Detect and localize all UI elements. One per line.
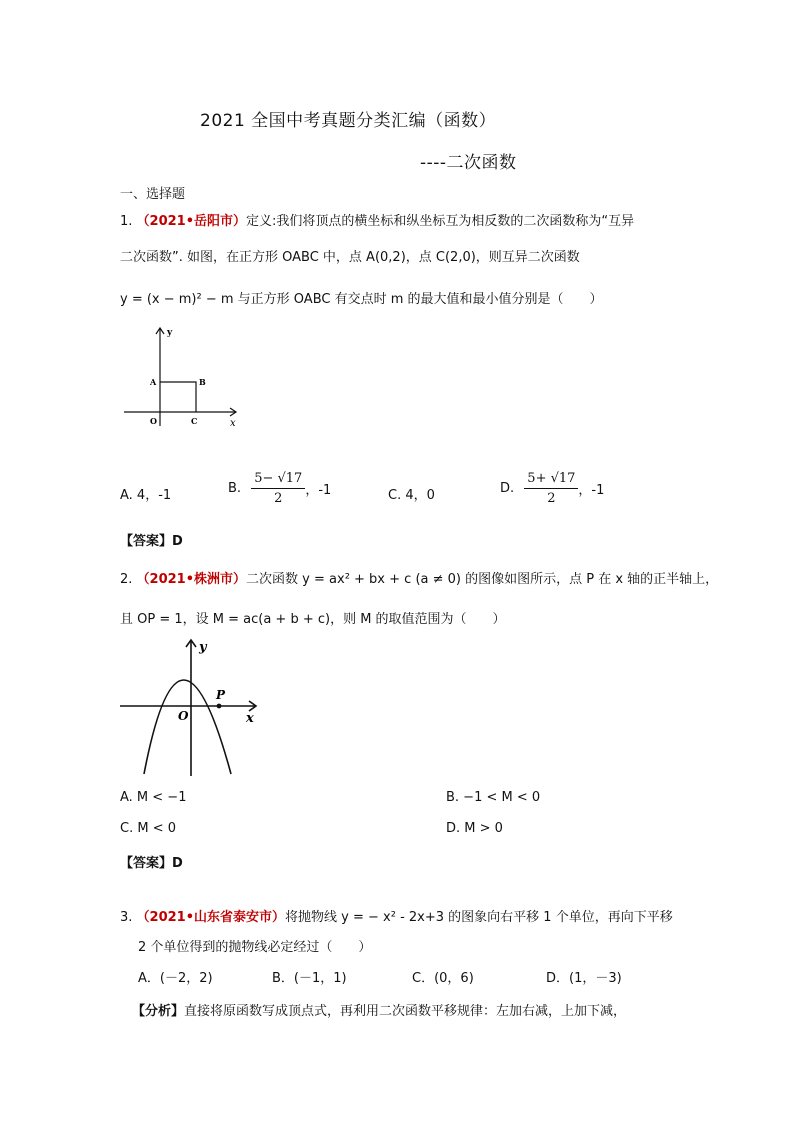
question-2-text-2: 且 OP = 1，设 M = ac(a + b + c)，则 M 的取值范围为（ ） xyxy=(120,612,506,627)
square-oabc xyxy=(160,382,196,412)
option-d-denominator: 2 xyxy=(547,491,556,506)
option-b-denominator: 2 xyxy=(274,491,283,506)
question-1-text-1: 定义:我们将顶点的横坐标和纵坐标互为相反数的二次函数称为“互异 xyxy=(246,214,635,229)
option-b-label: B. xyxy=(228,481,242,496)
y-axis-label: y xyxy=(167,328,173,338)
question-3-option-b: B．(－1，1) xyxy=(272,971,347,986)
x-axis-label: x xyxy=(230,418,236,429)
question-1-number: 1. xyxy=(120,214,133,229)
option-d-tail: ，-1 xyxy=(578,483,605,498)
option-b-tail: ，-1 xyxy=(305,483,332,498)
question-3-analysis xyxy=(132,1000,626,1019)
question-3-text-2: 2 个单位得到的抛物线必定经过（ ） xyxy=(138,940,372,955)
option-d-fraction xyxy=(524,471,578,506)
y-axis-label: y xyxy=(199,640,207,655)
analysis-text: 直接将原函数写成顶点式，再利用二次函数平移规律：左加右减，上加下减， xyxy=(184,1004,627,1019)
page-subtitle: ----二次函数 xyxy=(420,153,517,173)
question-1-option-a: A. 4，-1 xyxy=(120,488,172,503)
question-2-text-1: 二次函数 y = ax² + bx + c (a ≠ 0) 的图像如图所示，点 P 在 x 轴的正半轴上， xyxy=(246,572,719,587)
analysis-label: 【分析】 xyxy=(132,1004,185,1019)
question-2-option-b: B. −1 < M < 0 xyxy=(446,790,541,805)
question-3-source: （2021•山东省泰安市） xyxy=(136,910,286,925)
question-1-option-b xyxy=(228,471,331,506)
option-b-numerator: 5− √17 xyxy=(251,471,305,489)
question-1-option-c: C. 4，0 xyxy=(388,488,435,503)
question-2-source: （2021•株洲市） xyxy=(136,572,247,587)
page-title: 2021 全国中考真题分类汇编（函数） xyxy=(200,111,497,131)
question-2-option-a: A. M < −1 xyxy=(120,790,187,805)
origin-label: O xyxy=(178,709,189,723)
question-2-option-c: C. M < 0 xyxy=(120,821,176,836)
point-b-label: B xyxy=(199,377,206,387)
question-3-number: 3. xyxy=(120,910,133,925)
point-a-label: A xyxy=(150,377,157,387)
question-2-number: 2. xyxy=(120,572,133,587)
point-p-label: P xyxy=(216,688,226,702)
question-3-option-a: A．(－2，2) xyxy=(138,971,213,986)
question-2-line-1 xyxy=(120,568,718,587)
question-1-text-2: 二次函数”. 如图，在正方形 OABC 中，点 A(0,2)，点 C(2,0)，则互异二次函数 xyxy=(120,250,580,265)
option-d-label: D. xyxy=(500,481,515,496)
section-heading: 一、选择题 xyxy=(120,187,186,202)
option-d-numerator: 5+ √17 xyxy=(524,471,578,489)
question-1-option-d xyxy=(500,471,604,506)
question-3-option-d: D．(1，－3) xyxy=(546,971,622,986)
question-1-line-1 xyxy=(120,210,634,229)
point-o-label: O xyxy=(150,416,157,426)
option-b-fraction xyxy=(251,471,305,506)
question-2-answer: 【答案】D xyxy=(120,856,183,871)
question-3-option-c: C．(0，6) xyxy=(412,971,474,986)
x-axis-label: x xyxy=(246,711,254,726)
question-1-source: （2021•岳阳市） xyxy=(136,214,247,229)
question-3-text-1: 将抛物线 y = − x² - 2x+3 的图象向右平移 1 个单位，再向下平移 xyxy=(285,910,673,925)
point-c-label: C xyxy=(191,416,198,426)
question-3-line-1 xyxy=(120,906,673,925)
question-2-figure xyxy=(118,636,268,778)
question-2-option-d: D. M > 0 xyxy=(446,821,503,836)
point-p xyxy=(217,704,222,709)
question-1-answer: 【答案】D xyxy=(120,534,183,549)
question-1-figure xyxy=(118,322,248,434)
question-1-text-3: y = (x − m)² − m 与正方形 OABC 有交点时 m 的最大值和最小值分别是（ ） xyxy=(120,292,603,307)
